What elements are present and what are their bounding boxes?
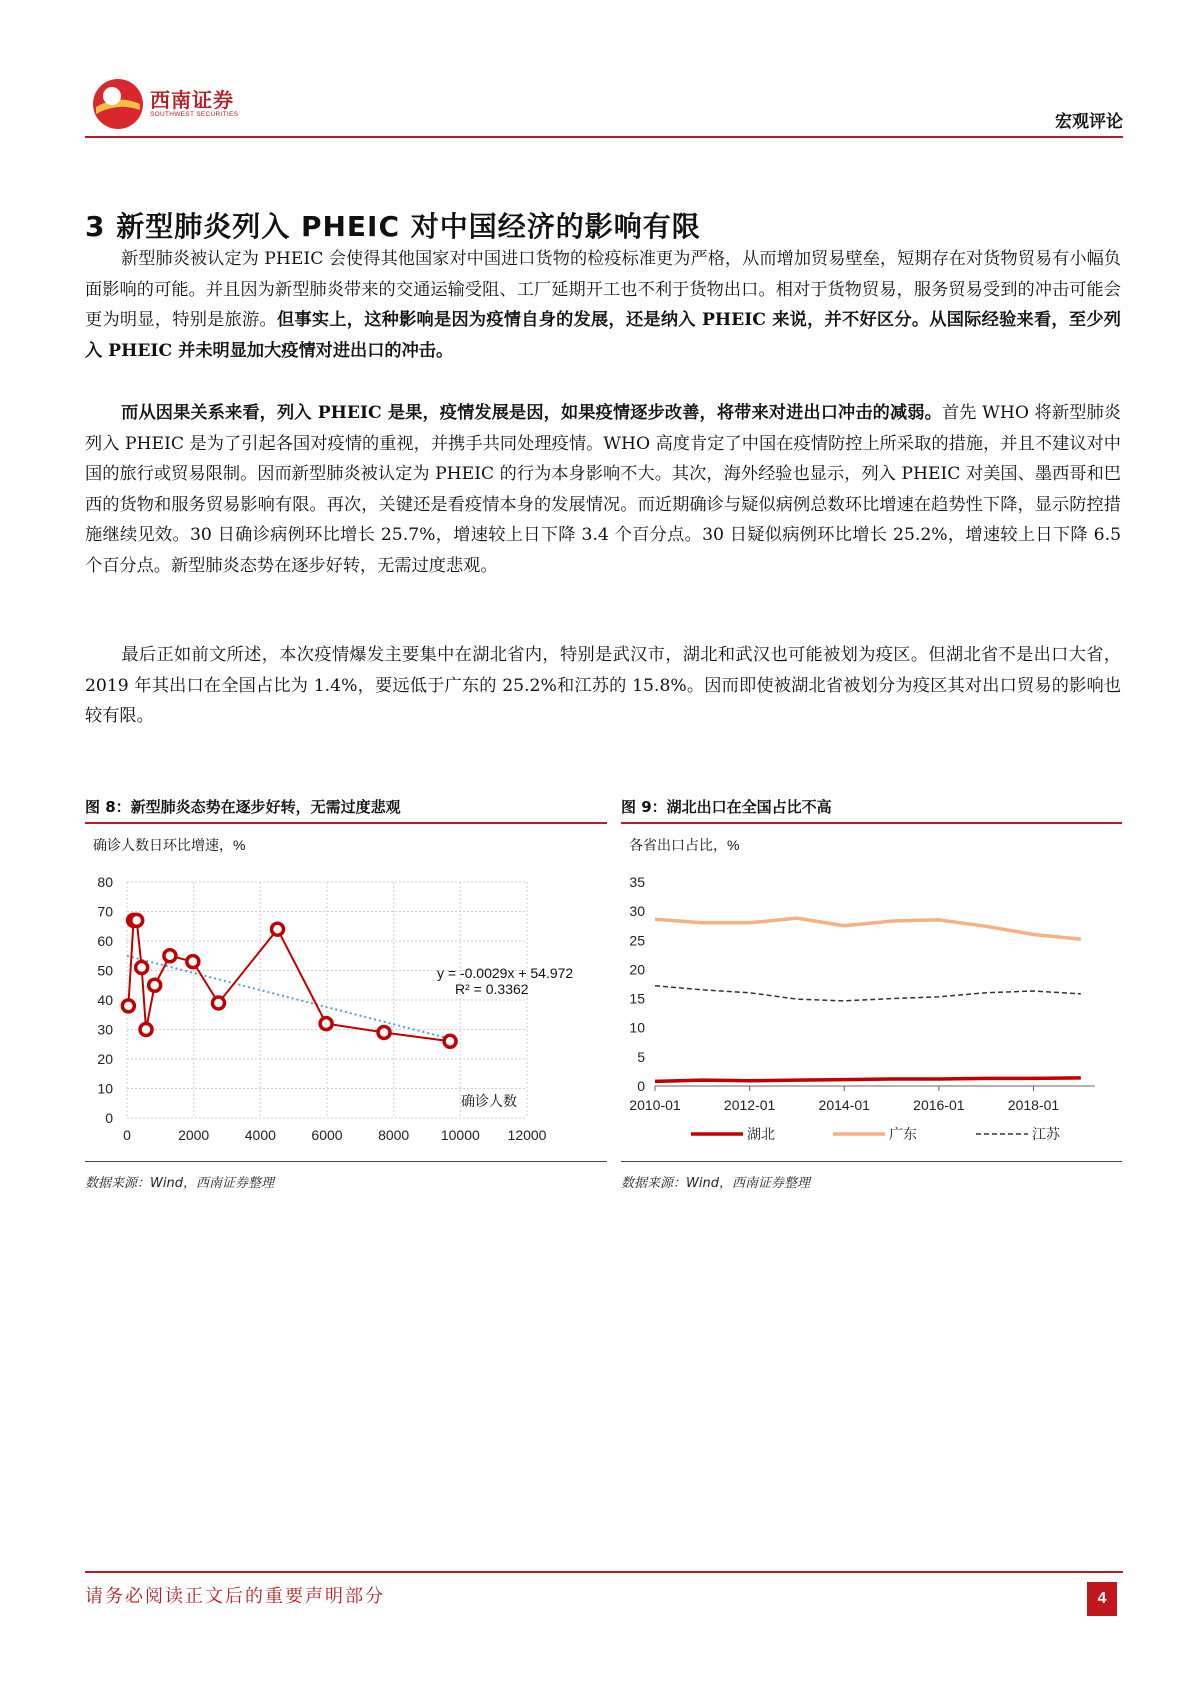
chart-9-legend-label: 江苏 xyxy=(1032,1126,1060,1142)
chart-8-point xyxy=(378,1026,390,1038)
chart-9-unit-label: 各省出口占比，% xyxy=(629,837,740,853)
chart-8-y-tick-label: 50 xyxy=(97,962,113,979)
chart-8-point xyxy=(131,914,143,926)
chart-8-point xyxy=(272,923,284,935)
figure-9-chart xyxy=(621,826,1122,1158)
figure-8-title: 图 8：新型肺炎态势在逐步好转，无需过度悲观 xyxy=(85,798,401,816)
chart-9-x-tick-label: 2016-01 xyxy=(913,1097,965,1113)
chart-8-series-line xyxy=(128,920,450,1041)
chart-9-y-tick-label: 0 xyxy=(637,1078,645,1094)
header-divider xyxy=(85,136,1123,138)
paragraph-2-bold: 而从因果关系来看，列入 PHEIC 是果，疫情发展是因，如果疫情逐步改善，将带来对进出口冲击的减弱。 xyxy=(121,403,942,423)
chart-9-y-tick-label: 10 xyxy=(629,1019,645,1036)
chart-8-y-tick-label: 30 xyxy=(97,1021,113,1038)
figure-9-bottom-rule xyxy=(621,1161,1122,1162)
chart-9-x-tick-label: 2010-01 xyxy=(629,1097,681,1113)
chart-8-x-tick-label: 10000 xyxy=(440,1127,480,1143)
chart-8-point xyxy=(187,956,199,968)
chart-9-legend-label: 湖北 xyxy=(747,1126,775,1142)
chart-8-point xyxy=(122,1000,134,1012)
chart-8-trend-equation: y = -0.0029x + 54.972 xyxy=(437,965,574,981)
figure-9-title: 图 9：湖北出口在全国占比不高 xyxy=(621,798,832,816)
chart-8-y-tick-label: 40 xyxy=(97,992,113,1008)
chart-8-y-tick-label: 80 xyxy=(97,874,113,890)
chart-8-x-tick-label: 6000 xyxy=(311,1127,343,1143)
page-number: 4 xyxy=(1087,1582,1117,1616)
chart-8-unit-label: 确诊人数日环比增速，% xyxy=(93,837,246,853)
chart-8-y-tick-label: 60 xyxy=(97,933,113,949)
chart-8-point xyxy=(320,1018,332,1030)
footer-disclaimer: 请务必阅读正文后的重要声明部分 xyxy=(85,1586,385,1607)
chart-8-x-tick-label: 4000 xyxy=(244,1127,276,1143)
paragraph-1-text: 新型肺炎被认定为 PHEIC 会使得其他国家对中国进口货物的检疫标准更为严格，从而增加贸易壁垒，短期存在对货物贸易有小幅负面影响的可能。并且因为新型肺炎带来的交通运输受阻、工厂延期开工也不利于货物出口。相对于货物贸易，服务贸易受到的冲击可能会更为明显，特别是旅游。 xyxy=(85,249,1121,330)
chart-9-y-tick-label: 35 xyxy=(629,874,645,890)
figure-9-rule xyxy=(621,822,1122,824)
chart-9-y-tick-label: 20 xyxy=(629,961,645,978)
chart-8-x-tick-label: 2000 xyxy=(178,1127,210,1143)
chart-9-y-tick-label: 5 xyxy=(637,1048,645,1065)
paragraph-3 xyxy=(85,640,1121,732)
chart-9-y-tick-label: 15 xyxy=(629,990,645,1007)
chart-8-point xyxy=(136,962,148,974)
chart-8-point xyxy=(212,997,224,1009)
figure-9-source: 数据来源：Wind，西南证券整理 xyxy=(621,1176,810,1191)
chart-8-y-tick-label: 20 xyxy=(97,1051,113,1067)
chart-9-series-line xyxy=(655,986,1081,1001)
company-logo-icon xyxy=(88,74,148,134)
paragraph-1 xyxy=(85,244,1121,366)
chart-9-series-line xyxy=(655,1078,1081,1081)
chart-8-x-axis-label: 确诊人数 xyxy=(461,1093,517,1109)
chart-8-y-tick-label: 0 xyxy=(105,1110,113,1126)
chart-8-x-tick-label: 12000 xyxy=(507,1127,547,1143)
chart-9-x-tick-label: 2012-01 xyxy=(723,1097,776,1113)
figure-8-bottom-rule xyxy=(85,1161,607,1162)
figure-8-source: 数据来源：Wind，西南证券整理 xyxy=(85,1176,274,1191)
chart-8-trend-r2: R² = 0.3362 xyxy=(455,981,529,997)
chart-8-y-tick-label: 70 xyxy=(97,903,113,920)
report-category: 宏观评论 xyxy=(1055,112,1123,132)
paragraph-1-bold: 但事实上，这种影响是因为疫情自身的发展，还是纳入 PHEIC 来说，并不好区分。从国际经验来看，至少列入 PHEIC 并未明显加大疫情对进出口的冲击。 xyxy=(85,310,1121,361)
section-title: 3 新型肺炎列入 PHEIC 对中国经济的影响有限 xyxy=(85,210,701,243)
chart-9-y-tick-label: 25 xyxy=(629,932,645,949)
chart-9-legend-label: 广东 xyxy=(889,1126,917,1142)
chart-9-y-tick-label: 30 xyxy=(629,903,645,920)
paragraph-2 xyxy=(85,398,1121,581)
chart-8-point xyxy=(444,1035,456,1047)
chart-8-trendline xyxy=(127,956,450,1039)
chart-8-x-tick-label: 8000 xyxy=(378,1127,410,1143)
brand-name-en: SOUTHWEST SECURITIES xyxy=(150,111,239,118)
chart-8-y-tick-label: 10 xyxy=(97,1080,113,1097)
chart-9-series-line xyxy=(655,918,1081,939)
brand-name-cn: 西南证券 xyxy=(150,88,234,112)
figure-8-rule xyxy=(85,822,607,824)
footer-divider xyxy=(85,1571,1123,1573)
figure-8-chart xyxy=(85,826,607,1158)
paragraph-2-text: 首先 WHO 将新型肺炎列入 PHEIC 是为了引起各国对疫情的重视，并携手共同处理疫情。WHO 高度肯定了中国在疫情防控上所采取的措施，并且不建议对中国的旅行或贸易限制。因而新型肺炎被认定为 PHEIC 的行为本身影响不大。其次，海外经验也显示，列入 PHEIC 对美国、墨西哥和巴西的货物和服务贸易影响有限。再次，关键还是看疫情本身的发展情况。而近期确诊与疑似病例总数环比增速在趋势性下降，显示防控措施继续见效。30 日确诊病例环比增长 25.7%，增速较上日下降 3.4 个百分点。30 日疑似病例环比增长 25.2%，增速较上日下降 6.5 个百分点。新型肺炎态势在逐步好转，无需过度悲观。 xyxy=(85,403,1121,576)
chart-8-point xyxy=(164,950,176,962)
chart-9-x-tick-label: 2018-01 xyxy=(1007,1097,1060,1113)
chart-8-point xyxy=(140,1024,152,1036)
chart-9-x-tick-label: 2014-01 xyxy=(818,1097,870,1113)
paragraph-3-text: 最后正如前文所述，本次疫情爆发主要集中在湖北省内，特别是武汉市，湖北和武汉也可能被划为疫区。但湖北省不是出口大省，2019 年其出口在全国占比为 1.4%，要远低于广东的 25.2%和江苏的 15.8%。因而即使被湖北省被划分为疫区其对出口贸易的影响也较有限。 xyxy=(85,645,1121,726)
chart-8-x-tick-label: 0 xyxy=(123,1127,131,1143)
chart-8-point xyxy=(149,979,161,991)
